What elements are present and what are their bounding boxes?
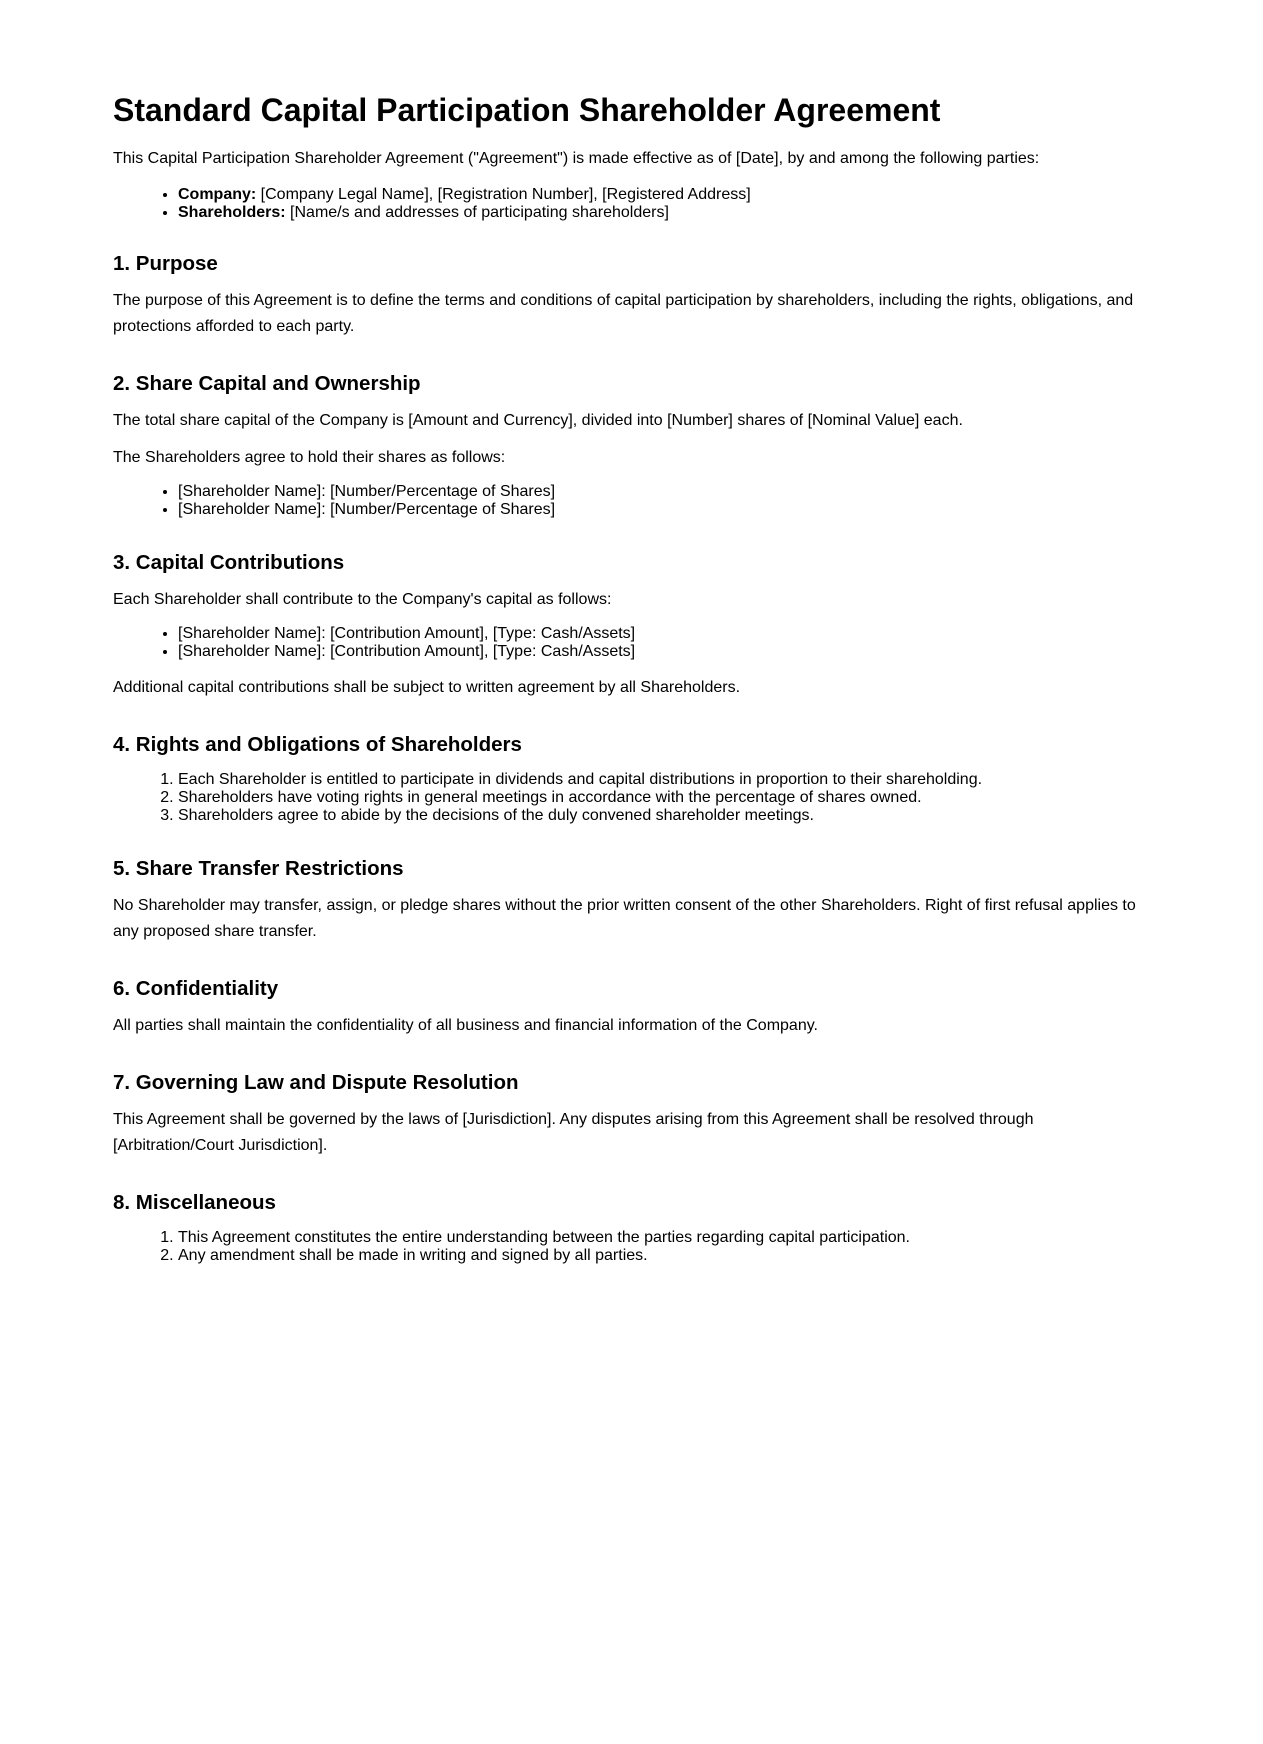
intro-paragraph: This Capital Participation Shareholder Agreement ("Agreement") is made effective as of [Date], by and among the following parties:	[113, 150, 1040, 167]
section-heading: 2. Share Capital and Ownership	[113, 372, 421, 395]
section-share-transfer	[113, 855, 1153, 945]
miscellaneous-list	[113, 1229, 1153, 1265]
document-title: Standard Capital Participation Shareholder Agreement	[113, 92, 941, 128]
section-paragraph: This Agreement shall be governed by the laws of [Jurisdiction]. Any disputes arising from this Agreement shall be resolved through [Arbitration/Court Jurisdiction].	[113, 1111, 1034, 1154]
rights-list	[113, 771, 1153, 825]
section-heading: 3. Capital Contributions	[113, 551, 345, 574]
party-value: [Company Legal Name], [Registration Number], [Registered Address]	[256, 186, 751, 203]
section-purpose	[113, 250, 1153, 340]
section-capital-contributions	[113, 549, 1153, 701]
list-item: 1. This Agreement constitutes the entire understanding between the parties regarding capital participation.	[178, 1229, 1153, 1247]
section-paragraph: Additional capital contributions shall be subject to written agreement by all Shareholders.	[113, 679, 741, 696]
list-item: • [Shareholder Name]: [Contribution Amount], [Type: Cash/Assets]	[178, 643, 1153, 661]
party-label: Company:	[178, 186, 257, 203]
section-heading: 8. Miscellaneous	[113, 1191, 276, 1214]
party-label: Shareholders:	[178, 204, 286, 221]
section-paragraph: All parties shall maintain the confidentiality of all business and financial information of the Company.	[113, 1017, 818, 1034]
section-paragraph: The Shareholders agree to hold their shares as follows:	[113, 449, 506, 466]
section-paragraph: The purpose of this Agreement is to define the terms and conditions of capital participation by shareholders, including the rights, obligations, and protections afforded to each party.	[113, 292, 1134, 335]
list-item: 3. Shareholders agree to abide by the decisions of the duly convened shareholder meetings.	[178, 807, 1153, 825]
list-item: 1. Each Shareholder is entitled to participate in dividends and capital distributions in proportion to their shareholding.	[178, 771, 1153, 789]
document-page	[113, 0, 1153, 1302]
section-heading: 7. Governing Law and Dispute Resolution	[113, 1071, 519, 1094]
section-paragraph: The total share capital of the Company is [Amount and Currency], divided into [Number] shares of [Nominal Value] each.	[113, 412, 963, 429]
section-miscellaneous	[113, 1189, 1153, 1265]
party-shareholders	[178, 204, 1153, 222]
contributions-list	[113, 625, 1153, 661]
parties-list	[113, 186, 1153, 222]
section-confidentiality	[113, 975, 1153, 1039]
list-item: 2. Shareholders have voting rights in general meetings in accordance with the percentage of shares owned.	[178, 789, 1153, 807]
list-item: 2. Any amendment shall be made in writing and signed by all parties.	[178, 1247, 1153, 1265]
section-heading: 1. Purpose	[113, 252, 218, 275]
section-paragraph: Each Shareholder shall contribute to the Company's capital as follows:	[113, 591, 612, 608]
section-heading: 4. Rights and Obligations of Shareholders	[113, 733, 522, 756]
section-heading: 5. Share Transfer Restrictions	[113, 857, 404, 880]
list-item: • [Shareholder Name]: [Number/Percentage of Shares]	[178, 501, 1153, 519]
list-item: • [Shareholder Name]: [Contribution Amount], [Type: Cash/Assets]	[178, 625, 1153, 643]
section-paragraph: No Shareholder may transfer, assign, or pledge shares without the prior written consent of the other Shareholders. Right of first refusal applies to any proposed share transfer.	[113, 897, 1136, 940]
section-governing-law	[113, 1069, 1153, 1159]
document-content	[113, 0, 1153, 1302]
party-value: [Name/s and addresses of participating shareholders]	[285, 204, 669, 221]
section-heading: 6. Confidentiality	[113, 977, 279, 1000]
section-rights-obligations	[113, 731, 1153, 825]
party-company	[178, 186, 1153, 204]
section-share-capital	[113, 370, 1153, 519]
shareholding-list	[113, 483, 1153, 519]
list-item: • [Shareholder Name]: [Number/Percentage of Shares]	[178, 483, 1153, 501]
